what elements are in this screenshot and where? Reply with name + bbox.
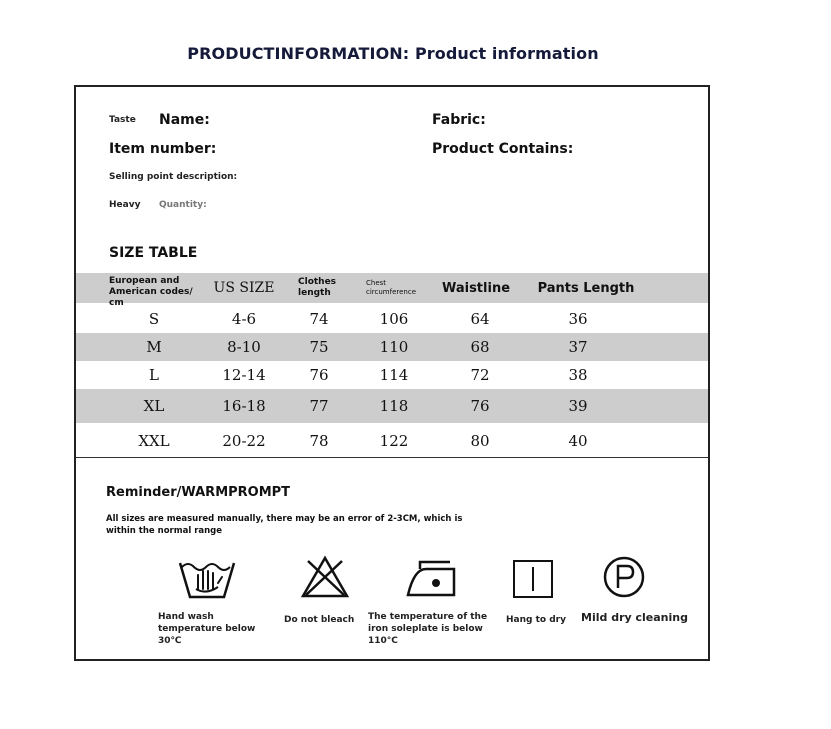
header-pants-length: Pants Length [537, 280, 635, 296]
hang-dry-icon [512, 559, 554, 599]
hand-wash-icon [178, 553, 236, 601]
cell-eu: S [148, 310, 160, 328]
header-us-size: US SIZE [213, 280, 275, 296]
cell-clothes: 76 [309, 366, 329, 384]
cell-waist: 76 [470, 397, 490, 415]
cell-waist: 64 [470, 310, 490, 328]
quantity-label: Quantity: [159, 200, 207, 210]
cell-us: 16-18 [222, 397, 266, 415]
reminder-text: All sizes are measured manually, there may be an error of 2-3CM, which is within the normal range [106, 514, 463, 536]
item-number-label: Item number: [109, 141, 217, 157]
care-label: Mild dry cleaning [581, 611, 688, 624]
table-row [76, 425, 708, 457]
cell-clothes: 75 [309, 338, 329, 356]
cell-eu: M [146, 338, 162, 356]
header-eu-codes: European and American codes/ cm [109, 276, 193, 308]
cell-pants: 37 [568, 338, 588, 356]
size-table-title: SIZE TABLE [109, 245, 198, 261]
product-info-frame [74, 85, 710, 661]
cell-us: 8-10 [227, 338, 261, 356]
section-divider [76, 457, 708, 458]
cell-chest: 106 [379, 310, 409, 328]
cell-clothes: 78 [309, 432, 329, 450]
size-table-header [76, 273, 708, 308]
cell-chest: 114 [379, 366, 409, 384]
table-row [76, 333, 708, 361]
taste-label: Taste [109, 115, 136, 125]
cell-chest: 122 [379, 432, 409, 450]
care-label: Hand wash temperature below 30℃ [158, 612, 256, 646]
header-clothes-length: Clothes length [298, 277, 337, 298]
cell-chest: 118 [379, 397, 409, 415]
iron-icon [406, 559, 456, 599]
dry-clean-icon [602, 555, 646, 599]
table-row [76, 389, 708, 423]
heavy-label: Heavy [109, 200, 141, 210]
fabric-label: Fabric: [432, 112, 486, 128]
no-bleach-icon [300, 555, 350, 599]
cell-pants: 40 [568, 432, 588, 450]
care-label: The temperature of the iron soleplate is below 110°C [368, 612, 488, 646]
cell-waist: 80 [470, 432, 490, 450]
table-row [76, 361, 708, 389]
cell-clothes: 74 [309, 310, 329, 328]
cell-us: 4-6 [231, 310, 257, 328]
reminder-title: Reminder/WARMPROMPT [106, 485, 291, 500]
cell-waist: 68 [470, 338, 490, 356]
cell-waist: 72 [470, 366, 490, 384]
header-waistline: Waistline [441, 280, 511, 296]
header-chest: Chest circumference [366, 279, 417, 296]
cell-chest: 110 [379, 338, 409, 356]
product-contains-label: Product Contains: [432, 141, 574, 157]
cell-eu: L [149, 366, 159, 384]
cell-eu: XL [143, 397, 165, 415]
care-label: Do not bleach [284, 615, 355, 625]
cell-eu: XXL [138, 432, 170, 450]
cell-us: 12-14 [222, 366, 266, 384]
name-label: Name: [159, 112, 210, 128]
cell-pants: 38 [568, 366, 588, 384]
page-title: PRODUCTINFORMATION: Product information [187, 44, 599, 63]
cell-pants: 39 [568, 397, 588, 415]
cell-us: 20-22 [222, 432, 266, 450]
care-label: Hang to dry [506, 615, 566, 625]
table-row [76, 305, 708, 333]
cell-pants: 36 [568, 310, 588, 328]
cell-clothes: 77 [309, 397, 329, 415]
selling-point-label: Selling point description: [109, 172, 238, 182]
